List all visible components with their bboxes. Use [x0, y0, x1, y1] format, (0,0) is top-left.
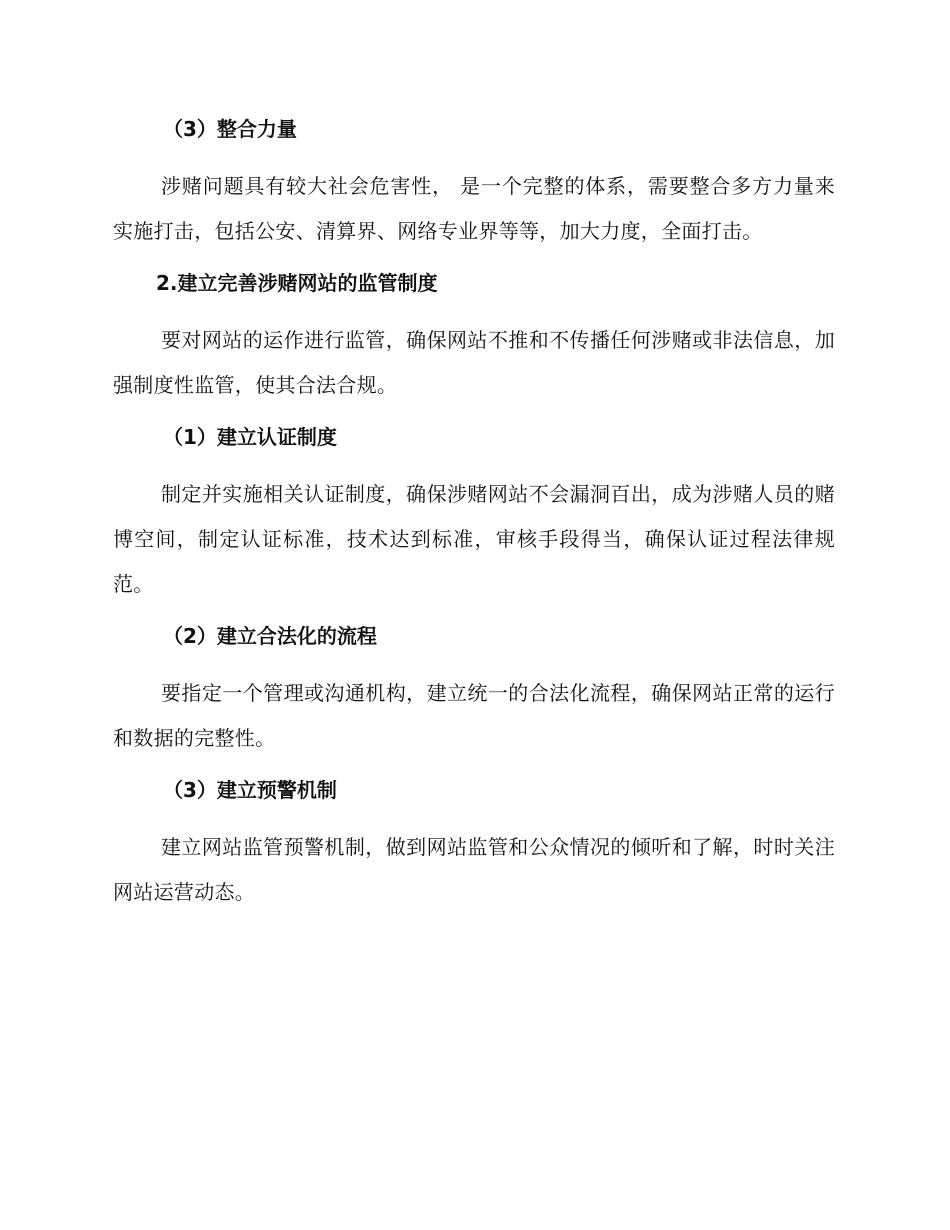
paragraph-warning-mechanism: 建立网站监管预警机制，做到网站监管和公众情况的倾听和了解，时时关注网站运营动态。	[113, 835, 835, 904]
subheading-certification-system: （1）建立认证制度	[163, 425, 337, 449]
paragraph-legal-process: 要指定一个管理或沟通机构，建立统一的合法化流程，确保网站正常的运行和数据的完整性。	[113, 681, 835, 750]
subheading-warning-mechanism: （3）建立预警机制	[163, 778, 337, 802]
paragraph-integrate-forces: 涉赌问题具有较大社会危害性， 是一个完整的体系，需要整合多方力量来实施打击，包括公安、清算界、网络专业界等等，加大力度，全面打击。	[113, 174, 835, 243]
section-heading-regulation-system: 2.建立完善涉赌网站的监管制度	[156, 271, 438, 295]
document-body	[113, 112, 835, 915]
subheading-legal-process: （2）建立合法化的流程	[163, 624, 377, 648]
paragraph-certification-system: 制定并实施相关认证制度，确保涉赌网站不会漏洞百出，成为涉赌人员的赌博空间，制定认证标准，技术达到标准，审核手段得当，确保认证过程法律规范。	[113, 482, 835, 596]
subheading-integrate-forces: （3）整合力量	[163, 117, 297, 141]
paragraph-regulation-system: 要对网站的运作进行监管，确保网站不推和不传播任何涉赌或非法信息，加强制度性监管，使其合法合规。	[113, 328, 835, 397]
